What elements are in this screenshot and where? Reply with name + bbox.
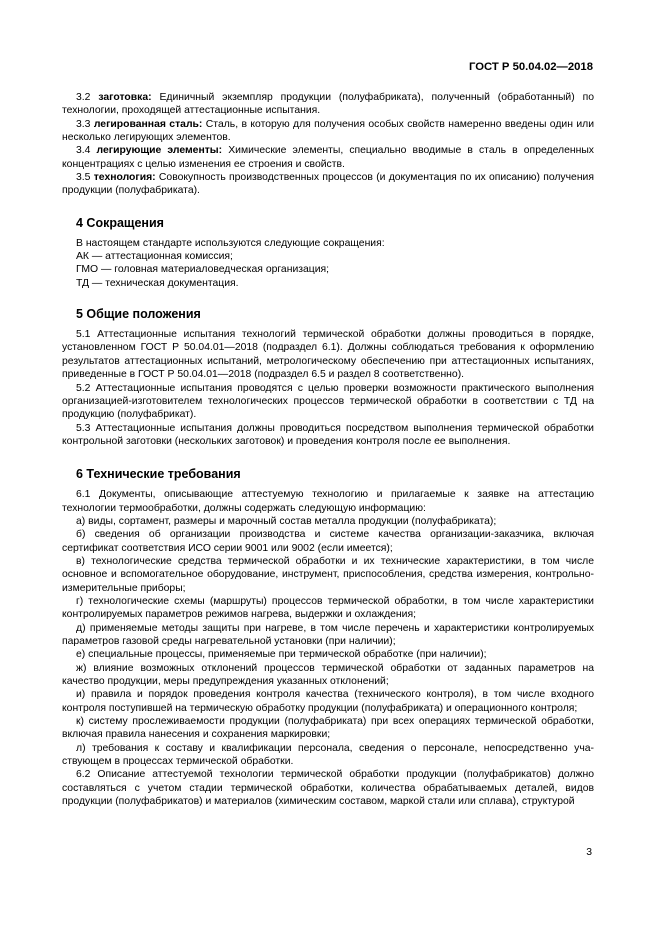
list-item-l: л) требования к составу и квалификации персонала, сведения о персонале, непосредственно участвующем в процессах термической обработки. [62, 742, 594, 768]
abbreviation-item: ГМО — головная материаловедческая организация; [76, 264, 330, 276]
list-item-b: б) сведения об организации производства и системе качества организации-заказчика, включая сертификат соответствия ИСО серии 9001 или 9002 (если имеется); [62, 529, 594, 554]
definition-3-3 [62, 118, 594, 145]
definition-text: Химические элементы, специально вводимые в сталь в определенных концентрациях с целью изменения ее строения и свойств. [62, 145, 594, 170]
section-5-heading: 5 Общие положения [76, 307, 201, 322]
definition-term: заготовка: [98, 92, 152, 103]
definition-term: технология: [93, 172, 156, 184]
abbreviation-item: АК — аттестационная комиссия; [76, 251, 233, 263]
paragraph-5-3: 5.3 Аттестационные испытания должны проводиться посредством выполнения термической обработки контрольной заготовки (нескольких заготовок) и проведения контроля после ее выполнения. [62, 422, 594, 447]
list-item-g: г) технологические схемы (маршруты) процессов термической обработки, в том числе характеристики контролируемых параметров режимов нагрева, выдержки и охлаждения; [62, 595, 594, 621]
section-4-intro: В настоящем стандарте используются следующие сокращения: [76, 237, 385, 249]
section-4-heading: 4 Сокращения [76, 215, 164, 230]
paragraph-5-1: 5.1 Аттестационные испытания технологий термической обработки должны проводиться в порядке, установленном ГОСТ Р 50.04.01—2018 (подраздел 6.1). Должны соблюдаться требования к оформлению результатов аттестационных испытаний, метрологическому обеспечению при аттестационных испытаниях, приведенные в ГОСТ Р 50.04.01—2018 (подраздел 6.5 и раздел 8 соответственно). [62, 329, 594, 381]
list-item-a: а) виды, сортамент, размеры и марочный состав металла продукции (полуфабриката); [76, 515, 497, 527]
abbreviation-item: ТД — техническая документация. [76, 277, 239, 289]
paragraph-6-2: 6.2 Описание аттестуемой технологии термической обработки продукции (полуфабрикатов) должно составляться с учетом стадии термической обработки, количества обрабатываемых деталей, видов продукции (полуфабрикатов) и материалов (химическим составом, маркой стали или сплава), структурой [62, 769, 594, 808]
list-item-i: и) правила и порядок проведения контроля качества (технического контроля), в том числе входного контроля поступившей на термическую обработку продукции (полуфабриката) и операционного контроля; [62, 689, 594, 714]
page-number: 3 [586, 847, 592, 858]
definition-text: Совокупность производственных процессов (и документация по их описанию) получения продукции (полуфабриката). [62, 172, 594, 197]
list-item-k: к) систему прослеживаемости продукции (полуфабриката) при всех операциях термической обработки, включая правила нанесения и сохранения маркировки; [62, 716, 594, 741]
definition-term: легирующие элементы: [96, 145, 223, 157]
list-item-zh: ж) влияние возможных отклонений процессов термической обработки от заданных параметров на качество продукции, меры предупреждения указанных отклонений; [62, 662, 594, 688]
page-content [62, 91, 594, 808]
definition-text: Сталь, в которую для получения особых свойств намеренно введены один или несколько легирующих элементов. [62, 118, 595, 144]
definition-number: 3.5 [76, 172, 91, 184]
definition-number: 3.2 [76, 92, 91, 103]
list-item-v: в) технологические средства термической обработки и их технические характеристики, в том числе основное и вспомогательное оборудование, инструмент, приспособления, средства измерения, контрольно-измерительные приборы; [62, 555, 594, 594]
paragraph-6-1: 6.1 Документы, описывающие аттестуемую технологию и прилагаемые к заявке на аттестацию технологии термообработки, должны содержать следующую информацию: [62, 489, 594, 514]
definition-term: легированная сталь: [93, 118, 203, 130]
list-item-d: д) применяемые методы защиты при нагреве, в том числе перечень и характеристики контролируемых параметров газовой среды нагревательной установки (при наличии); [62, 622, 594, 647]
definition-text: Единичный экземпляр продукции (полуфабриката), полученный (обработанный) по технологии, проходящей аттестационные испытания. [62, 92, 594, 117]
paragraph-5-2: 5.2 Аттестационные испытания проводятся с целью проверки возможности практического выполнения организацией-изготовителем технологических процессов термической обработки в соответствии с ТД на продукцию (полуфабрикат). [62, 382, 594, 421]
definition-3-5 [62, 171, 594, 198]
section-6-heading: 6 Технические требования [76, 467, 241, 482]
definition-number: 3.4 [76, 145, 91, 157]
definition-3-2 [62, 91, 594, 118]
definition-number: 3.3 [76, 118, 91, 130]
list-item-e: е) специальные процессы, применяемые при термической обработке (при наличии); [76, 649, 487, 661]
standard-code: ГОСТ Р 50.04.02—2018 [468, 61, 593, 73]
definition-3-4 [62, 144, 594, 171]
